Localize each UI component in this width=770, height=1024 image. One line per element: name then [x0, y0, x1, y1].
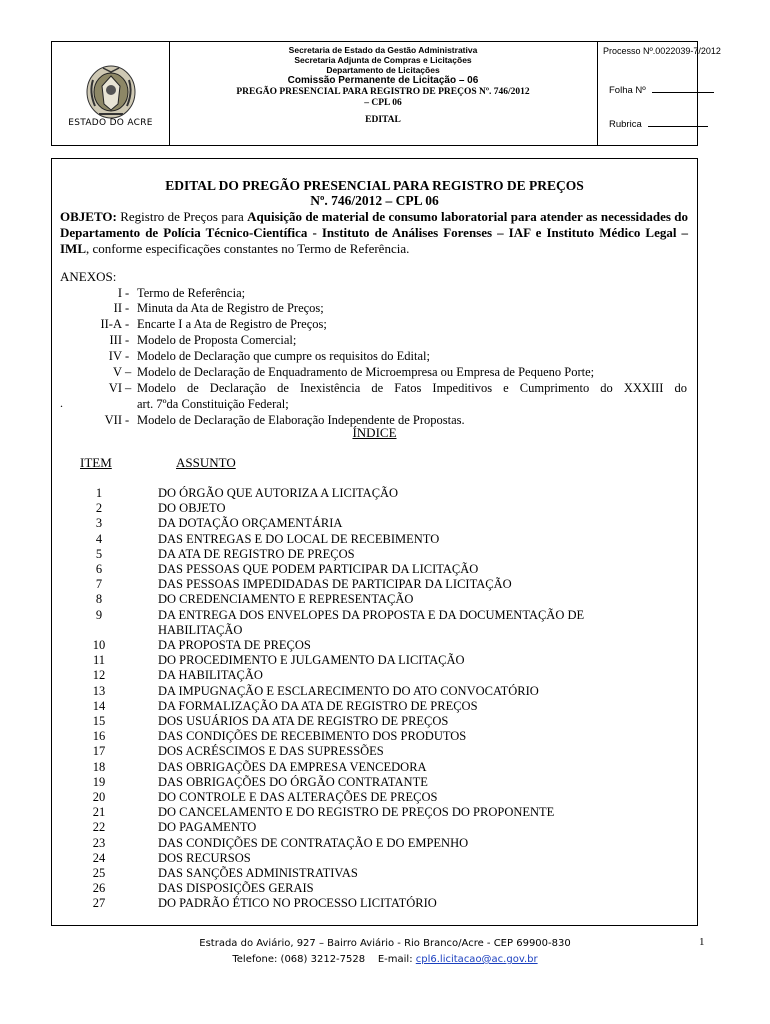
anexo-number: III [109, 333, 122, 347]
indice-item-subject: DO CANCELAMENTO E DO REGISTRO DE PREÇOS DO PROPONENTE [158, 805, 555, 820]
indice-item-number: 26 [92, 881, 106, 896]
indice-item-subject: DO ÓRGÃO QUE AUTORIZA A LICITAÇÃO [158, 486, 399, 500]
secretaria-adjunta-line: Secretaria Adjunta de Compras e Licitações [294, 55, 472, 65]
header-agency-cell [169, 42, 598, 145]
indice-item-subject: DA DOTAÇÃO ORÇAMENTÁRIA [158, 516, 343, 531]
indice-item-number: 15 [92, 714, 106, 729]
anexo-separator: - [125, 413, 130, 427]
indice-row [52, 684, 697, 699]
secretaria-line: Secretaria de Estado da Gestão Administrativa [288, 45, 478, 55]
indice-row [52, 744, 697, 759]
indice-item-number: 20 [92, 790, 106, 805]
page-footer [0, 936, 770, 968]
process-number: Processo Nº.0022039-7/2012 [603, 46, 721, 56]
indice-item-subject: DAS CONDIÇÕES DE RECEBIMENTO DOS PRODUTOS [158, 729, 467, 744]
indice-item-subject: DOS RECURSOS [158, 850, 251, 865]
anexo-number: IV [108, 349, 122, 363]
indice-item-number: 19 [92, 774, 106, 789]
indice-item-number: 21 [92, 805, 106, 820]
document-number: Nº. 746/2012 – CPL 06 [310, 193, 439, 208]
indice-item-number: 16 [92, 729, 106, 744]
indice-row [52, 729, 697, 744]
indice-item-subject: DAS OBRIGAÇÕES DA EMPRESA VENCEDORA [158, 759, 427, 774]
anexo-number: V [112, 365, 122, 379]
indice-heading: ÍNDICE [352, 425, 397, 440]
objeto-tail: , conforme especificações constantes no Termo de Referência. [86, 241, 410, 256]
indice-item-number: 27 [92, 896, 106, 911]
indice-row [52, 714, 697, 729]
indice-item-subject: DA FORMALIZAÇÃO DA ATA DE REGISTRO DE PREÇOS [158, 698, 478, 713]
indice-item-subject: DA IMPUGNAÇÃO E ESCLARECIMENTO DO ATO CONVOCATÓRIO [158, 683, 539, 698]
indice-item-subject: DO PROCEDIMENTO E JULGAMENTO DA LICITAÇÃO [158, 653, 465, 668]
indice-item-number: 1 [95, 486, 103, 500]
indice-item-subject: DA PROPOSTA DE PREÇOS [158, 638, 311, 653]
indice-item-number: 25 [92, 866, 106, 881]
indice-row [52, 638, 697, 653]
indice-item-number: 6 [95, 562, 103, 577]
indice-item-number: 14 [92, 698, 106, 713]
indice-row [52, 577, 697, 592]
stray-dot: . [60, 396, 63, 410]
indice-row [52, 881, 697, 896]
anexo-separator: - [125, 301, 130, 315]
indice-item-number: 12 [92, 668, 106, 683]
header-logo-cell [52, 42, 170, 145]
anexo-number: VII [104, 413, 122, 427]
indice-row [52, 608, 697, 638]
indice-item-subject: DO CONTROLE E DAS ALTERAÇÕES DE PREÇOS [158, 790, 438, 805]
footer-address: Estrada do Aviário, 927 – Bairro Aviário - Rio Branco/Acre - CEP 69900-830 [199, 938, 571, 949]
indice-row [52, 896, 697, 911]
anexo-number: II [113, 301, 122, 315]
header-process-cell [597, 42, 721, 145]
folha-blank-line [652, 91, 714, 93]
indice-item-number: 17 [92, 744, 106, 759]
column-header-assunto: ASSUNTO [176, 455, 236, 470]
indice-item-number: 5 [95, 546, 103, 561]
anexo-separator: – [125, 381, 132, 395]
indice-item-subject: DAS PESSOAS QUE PODEM PARTICIPAR DA LICITAÇÃO [158, 562, 479, 577]
indice-item-subject: DOS ACRÉSCIMOS E DAS SUPRESSÕES [158, 744, 384, 759]
indice-row [52, 775, 697, 790]
indice-item-number: 13 [92, 683, 106, 698]
objeto-label: OBJETO: [60, 209, 117, 224]
state-label: ESTADO DO ACRE [68, 118, 153, 128]
indice-item-subject: DO OBJETO [158, 501, 226, 516]
indice-item-subject: DAS ENTREGAS E DO LOCAL DE RECEBIMENTO [158, 531, 440, 546]
indice-row [52, 547, 697, 562]
indice-item-number: 4 [95, 531, 103, 546]
rubrica-label: Rubrica [609, 119, 642, 130]
folha-label: Folha Nº [609, 85, 646, 96]
indice-item-subject: DA ATA DE REGISTRO DE PREÇOS [158, 546, 355, 561]
indice-item-number: 9 [95, 607, 103, 622]
anexo-separator: - [125, 333, 130, 347]
footer-email-label: E-mail: [377, 954, 413, 965]
indice-row [52, 790, 697, 805]
indice-item-subject: DAS SANÇÕES ADMINISTRATIVAS [158, 866, 358, 881]
document-header [51, 41, 721, 146]
anexo-text: art. 7ºda Constituição Federal; [137, 397, 289, 411]
anexos-heading: ANEXOS: [60, 269, 117, 284]
objeto-description: Aquisição de material de consumo laboratorial para atender as necessidades do Departamento de Polícia Técnico-Científica - Instituto de Análises Forenses – IAF e Instituto Médico Legal – IML [60, 209, 689, 256]
folha-field [609, 85, 714, 96]
indice-row [52, 516, 697, 531]
indice-item-number: 7 [95, 577, 103, 592]
indice-row [52, 486, 697, 501]
document-body-box [51, 158, 698, 926]
indice-item-number: 23 [92, 835, 106, 850]
anexo-number: VI [108, 381, 122, 395]
indice-row [52, 562, 697, 577]
footer-contact [0, 952, 770, 968]
indice-item-subject: DO PAGAMENTO [158, 820, 257, 835]
footer-email-link[interactable]: cpl6.licitacao@ac.gov.br [415, 954, 538, 965]
indice-item-number: 18 [92, 759, 106, 774]
anexo-separator: – [125, 365, 132, 379]
anexo-text: Modelo de Declaração de Inexistência de Fatos Impeditivos e Cumprimento do XXXIII do [137, 381, 687, 395]
indice-item-number: 8 [95, 592, 103, 607]
departamento-line: Departamento de Licitações [326, 65, 440, 75]
indice-item-subject: DO PADRÃO ÉTICO NO PROCESSO LICITATÓRIO [158, 896, 437, 911]
anexo-number: I [117, 286, 122, 300]
indice-row [52, 760, 697, 775]
acre-coat-of-arms-icon [85, 64, 137, 120]
indice-row [52, 653, 697, 668]
indice-item-subject: DA HABILITAÇÃO [158, 668, 263, 683]
comissao-line: Comissão Permanente de Licitação – 06 [287, 75, 479, 86]
footer-phone: Telefone: (068) 3212-7528 [232, 954, 366, 965]
indice-item-number: 3 [95, 516, 103, 531]
pregao-line-1: PREGÃO PRESENCIAL PARA REGISTRO DE PREÇOS Nº. 746/2012 [236, 87, 530, 97]
anexo-text: Termo de Referência; [137, 286, 246, 300]
edital-label: EDITAL [365, 115, 401, 125]
indice-row [52, 820, 697, 835]
anexo-text: Modelo de Proposta Comercial; [137, 333, 297, 347]
indice-row [52, 866, 697, 881]
indice-item-subject: DOS USUÁRIOS DA ATA DE REGISTRO DE PREÇOS [158, 714, 449, 729]
page-number: 1 [699, 936, 705, 948]
document-title: EDITAL DO PREGÃO PRESENCIAL PARA REGISTRO DE PREÇOS [165, 178, 584, 193]
anexo-text: Encarte I a Ata de Registro de Preços; [137, 317, 327, 331]
anexo-text: Minuta da Ata de Registro de Preços; [137, 301, 324, 315]
indice-row [52, 668, 697, 683]
indice-item-subject: DAS PESSOAS IMPEDIDADAS DE PARTICIPAR DA LICITAÇÃO [158, 577, 512, 592]
indice-list [52, 486, 697, 912]
indice-row [52, 836, 697, 851]
anexo-separator: - [125, 317, 130, 331]
indice-row [52, 532, 697, 547]
anexo-number: II-A [100, 317, 122, 331]
indice-item-number: 24 [92, 850, 106, 865]
indice-item-number: 22 [92, 820, 106, 835]
rubrica-blank-line [648, 125, 708, 127]
indice-item-number: 10 [92, 638, 106, 653]
anexo-separator: - [125, 349, 130, 363]
anexo-text: Modelo de Declaração de Enquadramento de Microempresa ou Empresa de Pequeno Porte; [137, 365, 595, 379]
indice-row [52, 699, 697, 714]
pregao-line-2: – CPL 06 [364, 98, 402, 108]
anexo-text: Modelo de Declaração de Elaboração Independente de Propostas. [137, 413, 465, 427]
objeto-paragraph [60, 209, 688, 257]
anexo-separator: - [125, 286, 130, 300]
column-header-item: ITEM [80, 455, 112, 470]
indice-row [52, 501, 697, 516]
indice-row [52, 851, 697, 866]
indice-item-subject: DO CREDENCIAMENTO E REPRESENTAÇÃO [158, 592, 414, 607]
objeto-intro: Registro de Preços para [120, 209, 244, 224]
indice-row [52, 805, 697, 820]
indice-item-subject: DAS OBRIGAÇÕES DO ÓRGÃO CONTRATANTE [158, 774, 428, 789]
indice-item-number: 11 [92, 653, 106, 668]
anexo-text: Modelo de Declaração que cumpre os requisitos do Edital; [137, 349, 430, 363]
indice-item-subject: DAS CONDIÇÕES DE CONTRATAÇÃO E DO EMPENHO [158, 835, 469, 850]
indice-item-subject: DA ENTREGA DOS ENVELOPES DA PROPOSTA E DA DOCUMENTAÇÃO DE HABILITAÇÃO [158, 607, 585, 637]
rubrica-field [609, 119, 708, 130]
indice-row [52, 592, 697, 607]
indice-item-subject: DAS DISPOSIÇÕES GERAIS [158, 881, 314, 896]
indice-item-number: 2 [95, 501, 103, 516]
